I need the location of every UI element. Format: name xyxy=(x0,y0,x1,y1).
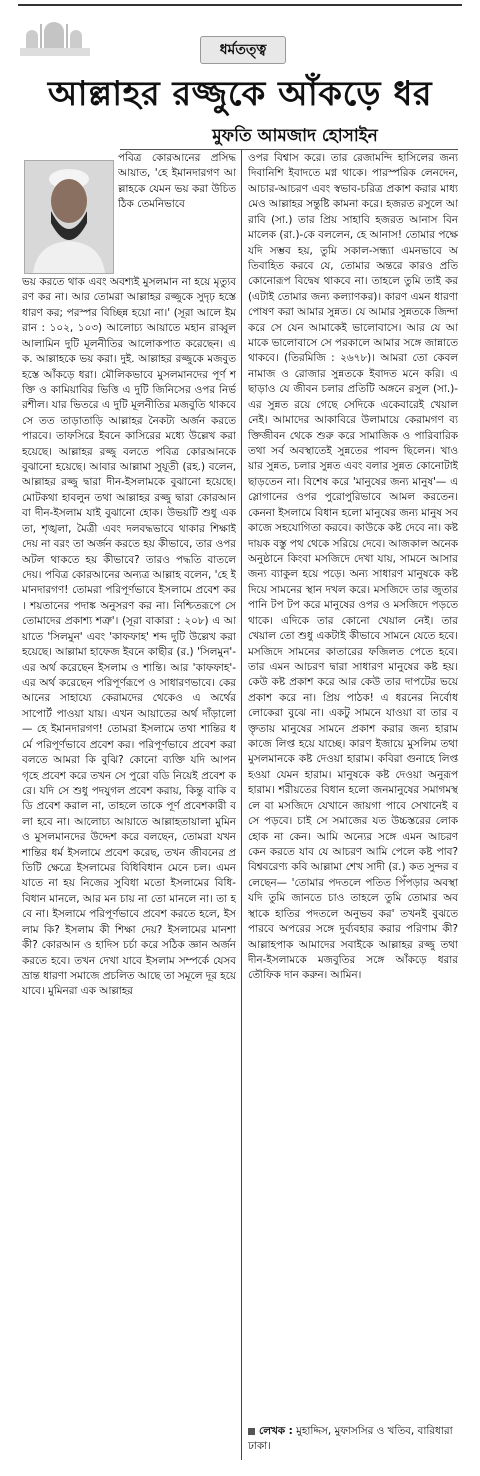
byline-rule xyxy=(120,149,458,150)
headline: আল্লাহর রজ্জুকে আঁকড়ে ধর xyxy=(47,74,433,114)
article-column-1: ভয় করতে থাক এবং অবশ্যই মুসলমান না হয়ে মৃত্যুবরণ কর না। আর তোমরা আল্লাহর রজ্জুকে সুদৃঢ় হস্তে ধারণ কর; পরস্পর বিচ্ছিন্ন হয়ো না।' (সূরা আলে ইমরান : ১০২, ১০৩) আলোচ্য আয়াতে মহান রাব্বুল আলামিন দুটি মূলনীতির আলোকপাত করেছেন। এক. আল্লাহকে ভয় করা। দুই. আল্লাহর রজ্জুকে মজবুত হস্তে আঁকড়ে ধরা। মৌলিকভাবে মুসলমানদের পূর্ণ শক্তি ও কামিয়াবির ভিত্তি এ দুটি জিনিসের ওপর নির্ভরশীল। যার ভিতরে এ দুটি মূলনীতির মজবুতি থাকবে সে তত তাড়াতাড়ি আল্লাহর নৈকট্য অর্জন করতে পারবে। তাফসিরে ইবনে কাসিরের মধ্যে উল্লেখ করা হয়েছে। আল্লাহর রজ্জু বলতে পবিত্র কোরআনকে বুঝানো হয়েছে। আবার আল্লামা সুয়ূতী (রহ.) বলেন, আল্লাহর রজ্জু দ্বারা দীন-ইসলামকে বুঝানো হয়েছে। মোটকথা হাবলুন তথা আল্লাহর রজ্জু দ্বারা কোরআন বা দীন-ইসলাম যাই বুঝানো হোক। উভয়টি শুধু একতা, শৃঙ্খলা, মৈত্রী এবং দলবদ্ধভাবে থাকার শিক্ষাই দেয় না বরং তা অর্জন করতে হয় কীভাবে, তার ওপর অটল থাকতে হয় কীভাবে? তারও পদ্ধতি বাতলে দেয়। পবিত্র কোরআনের অন্যত্র আল্লাহ বলেন, 'হে ইমানদারগণ! তোমরা পরিপূর্ণভাবে ইসলামে প্রবেশ কর। শয়তানের পদাঙ্ক অনুসরণ কর না। নিশ্চিতরূপে সে তোমাদের প্রকাশ্য শত্রু'। (সূরা বাকারা : ২০৮) এ আয়াতে 'সিলমুন' এবং 'কাফফাহ' শব্দ দুটি উল্লেখ করা হয়েছে। আল্লামা হাফেজ ইবনে কাছীর (র.) 'সিলমুন'-এর অর্থ করেছেন ইসলাম ও শান্তি। আর 'কাফফাহ'-এর অর্থ করেছেন পরিপূর্ণরূপে ও সাধারণভাবে। কেরআনের সাহায্যে কেরামদের থেকেও এ অর্থের সাপোর্ট পাওয়া যায়। এখন আয়াতের অর্থ দাঁড়ালো— হে ইমানদারগণ! তোমরা ইসলামে তথা শান্তির ধর্মে পরিপূর্ণভাবে প্রবেশ কর। পরিপূর্ণভাবে প্রবেশ করা বলতে আমরা কি বুঝি? কোনো ব্যক্তি যদি আপন গৃহে প্রবেশ করে তখন সে পুরো বডি নিয়েই প্রবেশ করে। যদি সে শুধু পদযুগল প্রবেশ করায়, কিন্তু বাকি বডি প্রবেশ করাল না, তাহলে তাকে পূর্ণ প্রবেশকারী বলা হবে না। আলোচ্য আয়াতে আল্লাহতায়ালা মুমিন ও মুসলমানদের উদ্দেশ করে বলছেন, তোমরা যখন শান্তির ধর্ম ইসলামে প্রবেশ করেছ, তখন জীবনের প্রতিটি ক্ষেত্রে ইসলামের বিধিবিধান মেনে চল। এমন যাতে না হয় নিজের সুবিধা মতো ইসলামের বিধি-বিধান মানলে, আর মন চায় না তো মানলে না। তা হবে না। ইসলামে পরিপূর্ণভাবে প্রবেশ করতে হলে, ইসলাম কি? ইসলাম কী শিক্ষা দেয়? ইসলামের মানশা কী? কোরআন ও হাদিস চর্চা করে সঠিক জ্ঞান অর্জন করতে হবে। তখন দেখা যাবে ইসলাম সম্পর্কে যেসব ভ্রান্ত ধারণা সমাজে প্রচলিত আছে তা সমূলে দূর হয়ে যাবে। মুমিনরা এক আল্লাহর xyxy=(22,276,236,998)
article-column-2: ওপর বিশ্বাস করে। তার রেজামন্দি হাসিলের জন্য দিবানিশি ইবাদতে মগ্ন থাকে। পারস্পরিক লেনদেন, আচার-আচরণ এবং স্বভাব-চরিত্র প্রকাশ করার মাধ্যমেও আল্লাহর সন্তুষ্টি কামনা করে। হজরত রসুলে আরাবি (সা.) তার প্রিয় সাহাবি হজরত আনাস বিন মালেক (রা.)-কে বললেন, হে আনাস! তোমার পক্ষে যদি সম্ভব হয়, তুমি সকাল-সন্ধ্যা এমনভাবে অতিবাহিত করবে যে, তোমার অন্তরে কারও প্রতি কোনোরূপ বিদ্বেষ থাকবে না। তাহলে তুমি তাই কর (এটাই তোমার জন্য কল্যাণকর)। কারণ এমন ধারণা পোষণ করা আমার সুন্নত। যে আমার সুন্নতকে জিন্দা করে সে যেন আমাকেই ভালোবাসে। আর যে আমাকে ভালোবাসে সে পরকালে আমার সঙ্গে জান্নাতে থাকবে। (তিরমিজি : ২৬৭৮)। আমরা তো কেবল নামাজ ও রোজার সুন্নতকে ইবাদত মনে করি। এ ছাড়াও যে জীবন চলার প্রতিটি অঙ্গনে রসুল (সা.)-এর সুন্নত রয়ে গেছে সেদিকে একেবারেই খেয়াল নেই। আমাদের আকাবিরে উলামায়ে কেরামগণ ব্যক্তিজীবন থেকে শুরু করে সামাজিক ও পারিবারিক তথা সর্ব অবস্থাতেই সুন্নতের পাবন্দ ছিলেন। খাওয়ার সুন্নত, চলার সুন্নত এবং বলার সুন্নত কোনোটাই ছাড়তেন না। বিশেষ করে 'মানুষের জন্য মানুষ'— এ স্লোগানের ওপর পুরোপুরিভাবে আমল করতেন। কেননা ইসলামে বিধান হলো মানুষের জন্য মানুষ সব কাজে সহযোগিতা করবে। কাউকে কষ্ট দেবে না। কষ্টদায়ক বস্তু পথ থেকে সরিয়ে দেবে। আজকাল অনেক অনুষ্ঠানে কিংবা মসজিদে দেখা যায়, সামনে আসার জন্য ব্যাকুল হয়ে পড়ে। অন্য সাধারণ মানুষকে কষ্ট দিয়ে সামনের স্থান দখল করে। মসজিদে তার জুতার পানি টপ টপ করে মানুষের ওপর ও মসজিদে পড়তে থাকে। এদিকে তার কোনো খেয়াল নেই। তার খেয়াল তো শুধু একটাই কীভাবে সামনে যেতে হবে। মসজিদে সামনের কাতারের ফজিলত পেতে হবে। তার এমন আচরণ দ্বারা সাধারণ মানুষের কষ্ট হয়। কেউ কষ্ট প্রকাশ করে আর কেউ তার দাপটের ভয়ে প্রকাশ করে না। প্রিয় পাঠক! এ ধরনের নির্বোধ লোকেরা বুঝে না। একটু সামনে যাওয়া বা তার বক্তৃতায় মানুষের সামনে প্রকাশ করার জন্য হারাম কাজে লিপ্ত হয়ে যাচ্ছে। কারণ ইজায়ে মুসলিম তথা মুসলমানকে কষ্ট দেওয়া হারাম। কবিরা গুনাহে লিপ্ত হওয়া যেমন হারাম। মানুষকে কষ্ট দেওয়া অনুরূপ হারাম। শরীয়তের বিধান হলো জনমানুষের সমাগমস্থলে বা মসজিদে যেখানে জায়গা পাবে সেখানেই বসে পড়বে। চাই সে সমাজের যত উচ্চস্তরের লোক হোক না কেন। আমি অন্যের সঙ্গে এমন আচরণ কেন করতে যাব যে আচরণ আমি পেলে কষ্ট পাব? বিশ্ববরেণ্য কবি আল্লামা শেখ সাদী (র.) কত সুন্দর বলেছেন— 'তোমার পদতলে পতিত পিঁপড়ার অবস্থা যদি তুমি জানতে চাও তাহলে তুমি তোমার অবস্থাকে হাতির পদতলে অনুভব কর' তখনই বুঝতে পারবে অপরের সঙ্গে দুর্ব্যবহার করার পরিণাম কী? আল্লাহপাক আমাদের সবাইকে আল্লাহর রজ্জু তথা দীন-ইসলামকে মজবুতির সঙ্গে আঁকড়ে ধরার তৌফিক দান করুন। আমিন। xyxy=(248,152,458,982)
byline-author: মুফতি আমজাদ হোসাইন xyxy=(212,126,378,146)
article-intro: পবিত্র কোরআনের প্রসিদ্ধ আয়াত, 'হে ইমানদারগণ আল্লাহকে যেমন ভয় করা উচিত ঠিক তেমনিভাবে xyxy=(118,152,236,211)
author-photo xyxy=(24,160,114,274)
square-bullet-icon xyxy=(248,1428,255,1435)
author-credit xyxy=(248,1424,458,1455)
column-divider xyxy=(241,150,242,1460)
author-credit-text: মুহাদ্দিস, মুফাসসির ও খতিব, বারিধারা ঢাকা। xyxy=(248,1425,453,1453)
mosque-icon xyxy=(20,20,90,56)
section-tag: ধর্মতত্ত্ব xyxy=(200,36,286,64)
author-credit-label: লেখক : xyxy=(259,1425,293,1437)
top-rule xyxy=(18,4,462,6)
